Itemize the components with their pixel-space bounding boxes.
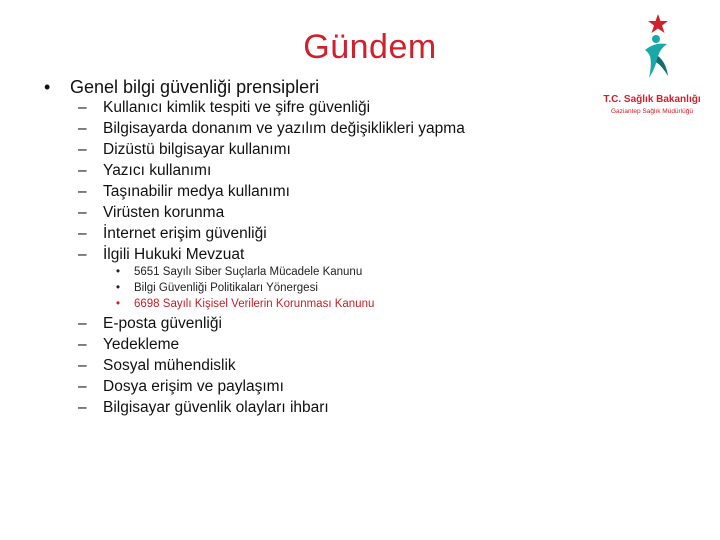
- crescent-star-icon: [596, 12, 708, 94]
- sub-list-item-highlighted: [116, 296, 374, 312]
- slide-title: Gündem: [303, 28, 437, 66]
- list-item: [78, 181, 465, 202]
- sub-list-item: [116, 264, 374, 280]
- logo-text-directorate: Gaziantep Sağlık Müdürlüğü: [610, 108, 694, 115]
- dash-marker: –: [78, 204, 87, 221]
- dash-marker: –: [78, 183, 87, 200]
- list-item: [78, 202, 465, 223]
- bullet-marker: •: [44, 77, 51, 97]
- sub-list-item: [116, 280, 374, 296]
- dash-marker: –: [78, 315, 87, 332]
- legislation-sublist: [116, 264, 374, 312]
- sub-bullet-marker: •: [116, 266, 121, 278]
- list-item: [78, 397, 329, 418]
- dash-marker: –: [78, 99, 87, 116]
- logo-text-ministry: T.C. Sağlık Bakanlığı: [603, 94, 701, 105]
- dash-marker: –: [78, 378, 87, 395]
- list-item-text: Dosya erişim ve paylaşımı: [103, 378, 284, 395]
- list-item-text: İlgili Hukuki Mevzuat: [103, 246, 245, 263]
- list-item-text: Bilgisayarda donanım ve yazılım değişiklikleri yapma: [103, 120, 465, 137]
- sub-list-item-text: 5651 Sayılı Siber Suçlarla Mücadele Kanunu: [134, 266, 363, 278]
- main-bullet-text: Genel bilgi güvenliği prensipleri: [70, 77, 320, 97]
- sub-bullet-marker: •: [116, 298, 121, 310]
- dash-marker: –: [78, 246, 87, 263]
- dash-marker: –: [78, 120, 87, 137]
- list-item: [78, 334, 329, 355]
- dash-marker: –: [78, 399, 87, 416]
- list-item: [78, 118, 465, 139]
- dash-marker: –: [78, 336, 87, 353]
- list-item-text: Sosyal mühendislik: [103, 357, 236, 374]
- main-bullet: [44, 77, 319, 98]
- list-item-text: Bilgisayar güvenlik olayları ihbarı: [103, 399, 329, 416]
- list-item: [78, 139, 465, 160]
- list-item: [78, 244, 465, 265]
- topic-list-a: [78, 97, 465, 265]
- list-item: [78, 313, 329, 334]
- list-item: [78, 376, 329, 397]
- dash-marker: –: [78, 357, 87, 374]
- list-item-text: E-posta güvenliği: [103, 315, 222, 332]
- list-item-text: Virüsten korunma: [103, 204, 225, 221]
- ministry-logo: [596, 12, 708, 122]
- list-item: [78, 355, 329, 376]
- sub-list-item-text: 6698 Sayılı Kişisel Verilerin Korunması Kanunu: [134, 298, 375, 310]
- dash-marker: –: [78, 162, 87, 179]
- dash-marker: –: [78, 141, 87, 158]
- list-item-text: Yedekleme: [103, 336, 180, 353]
- list-item: [78, 97, 465, 118]
- sub-bullet-marker: •: [116, 282, 121, 294]
- dash-marker: –: [78, 225, 87, 242]
- sub-list-item-text: Bilgi Güvenliği Politikaları Yönergesi: [134, 282, 318, 294]
- list-item-text: İnternet erişim güvenliği: [103, 225, 267, 242]
- list-item: [78, 160, 465, 181]
- list-item-text: Taşınabilir medya kullanımı: [103, 183, 290, 200]
- list-item-text: Kullanıcı kimlik tespiti ve şifre güvenliği: [103, 99, 371, 116]
- list-item-text: Yazıcı kullanımı: [103, 162, 212, 179]
- topic-list-b: [78, 313, 329, 418]
- list-item: [78, 223, 465, 244]
- list-item-text: Dizüstü bilgisayar kullanımı: [103, 141, 291, 158]
